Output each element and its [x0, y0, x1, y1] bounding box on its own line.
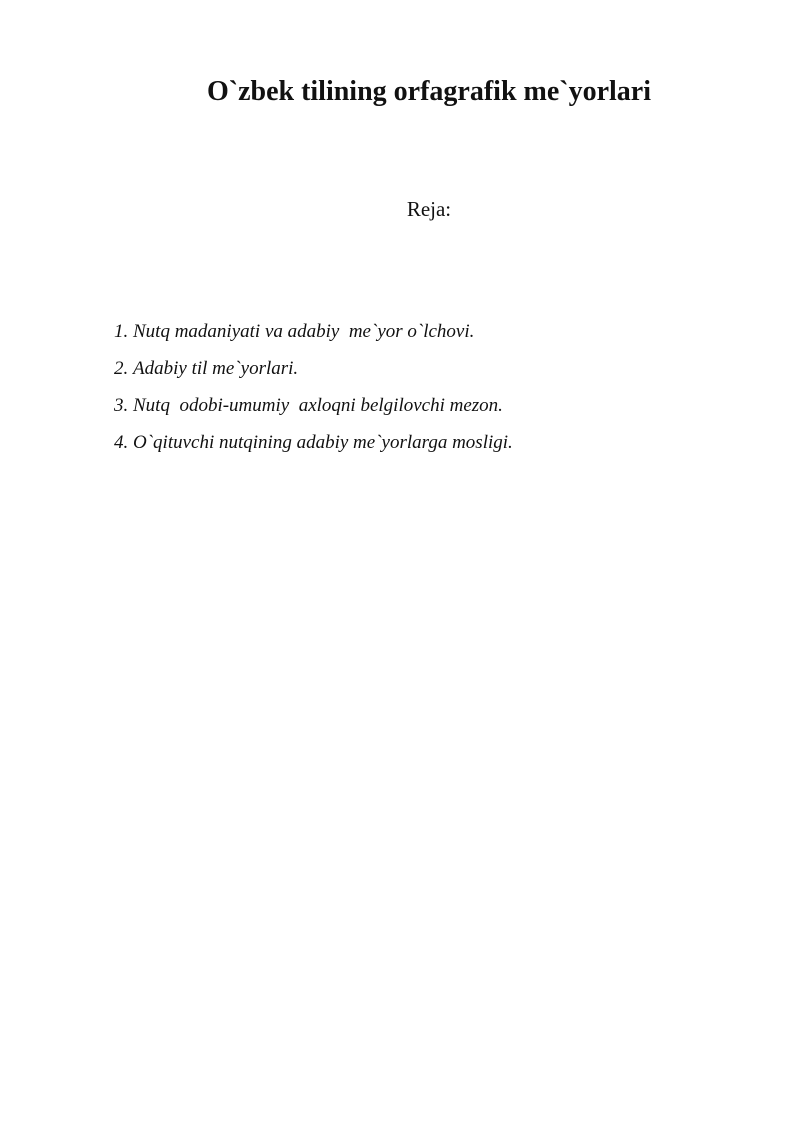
plan-item-3 — [114, 387, 513, 424]
plan-item-text: O`qituvchi nutqining adabiy me`yorlarga mosligi. — [133, 431, 513, 453]
plan-item-4 — [114, 424, 513, 461]
plan-item-number: 1. — [114, 320, 129, 342]
plan-item-1 — [114, 313, 513, 350]
plan-item-text: Nutq odobi-umumiy axloqni belgilovchi mezon. — [133, 394, 503, 416]
plan-list — [114, 313, 513, 461]
plan-item-2 — [114, 350, 513, 387]
plan-heading: Reja: — [406, 197, 452, 221]
document-title: O`zbek tilining orfagrafik me`yorlari — [206, 76, 652, 107]
plan-item-number: 2. — [114, 357, 129, 379]
plan-item-number: 3. — [114, 394, 129, 416]
plan-item-number: 4. — [114, 431, 129, 453]
plan-item-text: Nutq madaniyati va adabiy me`yor o`lchovi. — [133, 320, 475, 342]
plan-item-text: Adabiy til me`yorlari. — [133, 357, 299, 379]
